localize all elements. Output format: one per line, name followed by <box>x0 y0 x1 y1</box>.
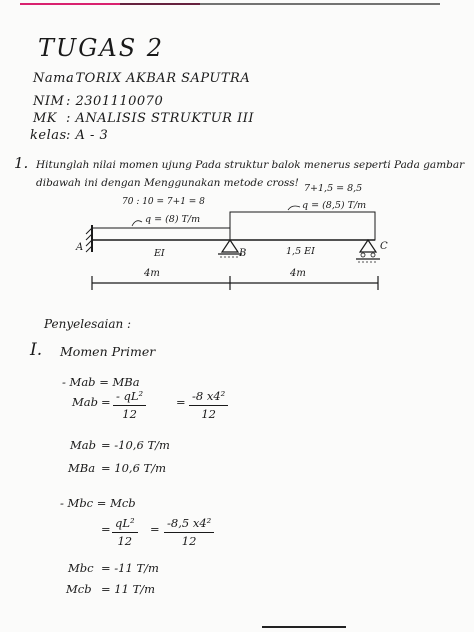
mk-label: MK <box>33 111 58 126</box>
mcb-result-lhs: Mcb <box>66 582 92 596</box>
mab-numerator-1: - qL² <box>113 391 146 406</box>
mab-fraction-1 <box>113 391 146 420</box>
load-area-span-2 <box>230 212 375 240</box>
section-title: Momen Primer <box>60 344 156 359</box>
mba-result-value: = 10,6 T/m <box>101 461 167 475</box>
mbc-definition: - Mbc = Mcb <box>60 496 136 510</box>
span-1-length-label: 4m <box>144 268 160 279</box>
load-right-label: q = (8,5) T/m <box>302 200 367 211</box>
node-c-label: C <box>380 241 388 252</box>
mbc-result-lhs: Mbc <box>68 561 94 575</box>
beam-diagram <box>0 0 474 300</box>
node-b-label: B <box>239 248 247 259</box>
section-number: I. <box>30 340 43 360</box>
mab-equals-1: = <box>101 395 111 409</box>
mbc-denominator-2: 12 <box>181 533 197 548</box>
bottom-rule <box>0 622 474 632</box>
span-2-length-label: 4m <box>290 268 306 279</box>
mab-definition: - Mab = MBa <box>62 375 140 389</box>
span-2-stiffness-label: 1,5 EI <box>286 246 315 257</box>
mab-fraction-2 <box>189 391 228 420</box>
mba-result-lhs: MBa <box>68 461 96 475</box>
page-title: TUGAS 2 <box>38 34 165 62</box>
question-line-1: Hitunglah nilai momen ujung Pada struktur balok menerus seperti Pada gambar <box>36 159 465 171</box>
mab-numerator-2: -8 x4² <box>189 391 228 406</box>
load-left-label: q = (8) T/m <box>145 214 201 225</box>
kelas-label: kelas <box>30 128 67 143</box>
mab-denominator-2: 12 <box>201 406 216 421</box>
calc-left-label: 70 : 10 = 7+1 = 8 <box>122 197 205 207</box>
mcb-result-value: = 11 T/m <box>101 582 156 596</box>
mab-result-value: = -10,6 T/m <box>101 438 170 452</box>
mab-equals-2: = <box>176 395 186 409</box>
mab-result-lhs: Mab <box>70 438 96 452</box>
mab-denominator-1: 12 <box>122 406 137 421</box>
fixed-support-a-icon <box>86 225 92 252</box>
mbc-numerator-1: qL² <box>112 518 138 533</box>
mbc-equals-2: = <box>150 522 160 536</box>
load-area-span-1 <box>92 228 230 240</box>
mbc-fraction-1 <box>112 518 138 547</box>
name-value: : TORIX AKBAR SAPUTRA <box>66 71 251 86</box>
mbc-numerator-2: -8,5 x4² <box>164 518 214 533</box>
mab-lhs: Mab <box>72 395 98 409</box>
calc-right-label: 7+1,5 = 8,5 <box>304 183 363 194</box>
question-line-2: dibawah ini dengan Menggunakan metode cross! <box>36 177 299 189</box>
node-a-label: A <box>76 242 84 253</box>
nim-value: : 2301110070 <box>66 94 164 109</box>
mbc-fraction-2 <box>164 518 214 547</box>
nim-label: NIM <box>33 94 65 109</box>
solution-heading: Penyelesaian : <box>44 317 132 331</box>
mbc-result-value: = -11 T/m <box>101 561 159 575</box>
kelas-value: : A - 3 <box>66 128 109 143</box>
pin-support-c-icon <box>356 240 380 262</box>
mbc-denominator-1: 12 <box>117 533 133 548</box>
mk-value: : ANALISIS STRUKTUR III <box>66 111 254 126</box>
question-number: 1. <box>14 154 29 172</box>
mbc-equals-1: = <box>101 522 111 536</box>
span-1-stiffness-label: EI <box>154 248 165 259</box>
name-label: Nama <box>33 71 75 86</box>
